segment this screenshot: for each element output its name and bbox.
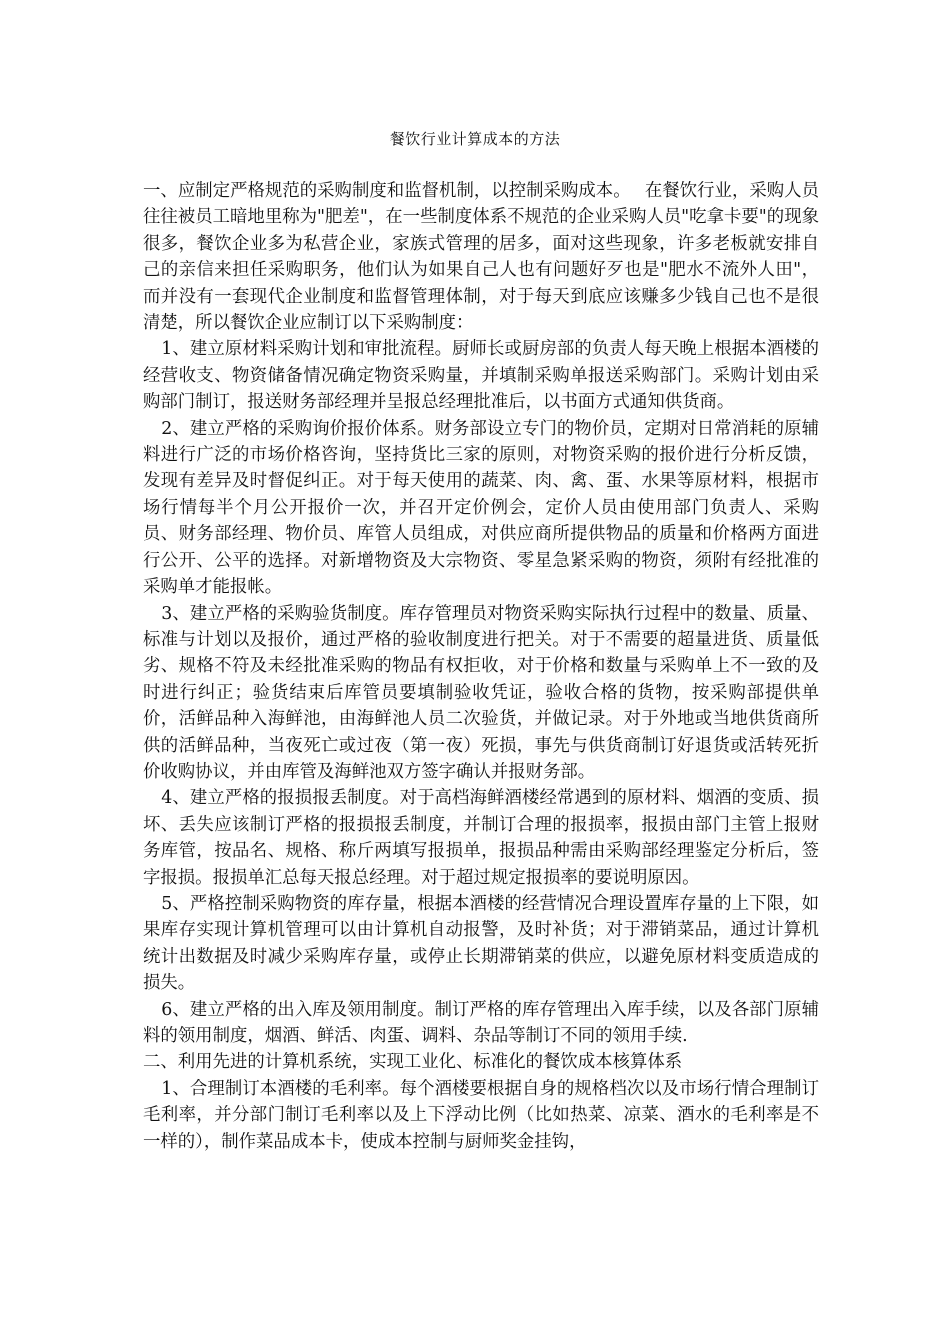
document-body: [143, 178, 819, 1155]
gross-margin-paragraph: 1、合理制订本酒楼的毛利率。每个酒楼要根据自身的规格档次以及市场行情合理制订毛利率，并分部门制订毛利率以及上下浮动比例（比如热菜、凉菜、酒水的毛利率是不一样的），制作菜品成本卡，使成本控制与厨师奖金挂钩，: [143, 1078, 819, 1152]
goods-inspection-paragraph: 3、建立严格的采购验货制度。库存管理员对物资采购实际执行过程中的数量、质量、标准与计划以及报价，通过严格的验收制度进行把关。对于不需要的超量进货、质量低劣、规格不符及未经批准采购的物品有权拒收，对于价格和数量与采购单上不一致的及时进行纠正；验货结束后库管员要填制验收凭证，验收合格的货物，按采购部提供单价，活鲜品种入海鲜池，由海鲜池人员二次验货，并做记录。对于外地或当地供货商所供的活鲜品种，当夜死亡或过夜（第一夜）死损，事先与供货商制订好退货或活转死折价收购协议，并由库管及海鲜池双方签字确认并报财务部。: [143, 603, 819, 782]
loss-report-paragraph: 4、建立严格的报损报丢制度。对于高档海鲜酒楼经常遇到的原材料、烟酒的变质、损坏、丢失应该制订严格的报损报丢制度，并制订合理的报损率，报损由部门主管上报财务库管，按品名、规格、称斤两填写报损单，报损品种需由采购部经理鉴定分析后，签字报损。报损单汇总每天报总经理。对于超过规定报损率的要说明原因。: [143, 788, 819, 888]
section-2-heading: 二、利用先进的计算机系统，实现工业化、标准化的餐饮成本核算体系: [143, 1052, 683, 1073]
document-title: 餐饮行业计算成本的方法: [389, 130, 561, 148]
price-inquiry-paragraph: 2、建立严格的采购询价报价体系。财务部设立专门的物价员，定期对日常消耗的原辅料进行广泛的市场价格咨询，坚持货比三家的原则，对物资采购的报价进行分析反馈，发现有差异及时督促纠正。对于每天使用的蔬菜、肉、禽、蛋、水果等原材料，根据市场行情每半个月公开报价一次，并召开定价例会，定价人员由使用部门负责人、采购员、财务部经理、物价员、库管人员组成，对供应商所提供物品的质量和价格两方面进行公开、公平的选择。对新增物资及大宗物资、零星急紧采购的物资，须附有经批准的采购单才能报帐。: [143, 418, 819, 598]
inventory-control-paragraph: 5、严格控制采购物资的库存量，根据本酒楼的经营情况合理设置库存量的上下限，如果库存实现计算机管理可以由计算机自动报警，及时补货；对于滞销菜品，通过计算机统计出数据及时减少采购库存量，或停止长期滞销菜的供应，以避免原材料变质造成的损失。: [143, 893, 819, 994]
section-1-intro-paragraph: 一、应制定严格规范的采购制度和监督机制，以控制采购成本。 在餐饮行业，采购人员往往被员工暗地里称为"肥差"，在一些制度体系不规范的企业采购人员"吃拿卡要"的现象很多，餐饮企业多为私营企业，家族式管理的居多，面对这些现象，许多老板就安排自己的亲信来担任采购职务，他们认为如果自己人也有问题好歹也是"肥水不流外人田"，而并没有一套现代企业制度和监督管理体制，对于每天到底应该赚多少钱自己也不是很清楚，所以餐饮企业应制订以下采购制度：: [143, 181, 819, 334]
procurement-plan-paragraph: 1、建立原材料采购计划和审批流程。厨师长或厨房部的负责人每天晚上根据本酒楼的经营收支、物资储备情况确定物资采购量，并填制采购单报送采购部门。采购计划由采购部门制订，报送财务部经理并呈报总经理批准后，以书面方式通知供货商。: [143, 339, 819, 413]
warehouse-issue-paragraph: 6、建立严格的出入库及领用制度。制订严格的库存管理出入库手续，以及各部门原辅料的领用制度，烟酒、鲜活、肉蛋、调料、杂品等制订不同的领用手续.: [143, 999, 819, 1046]
